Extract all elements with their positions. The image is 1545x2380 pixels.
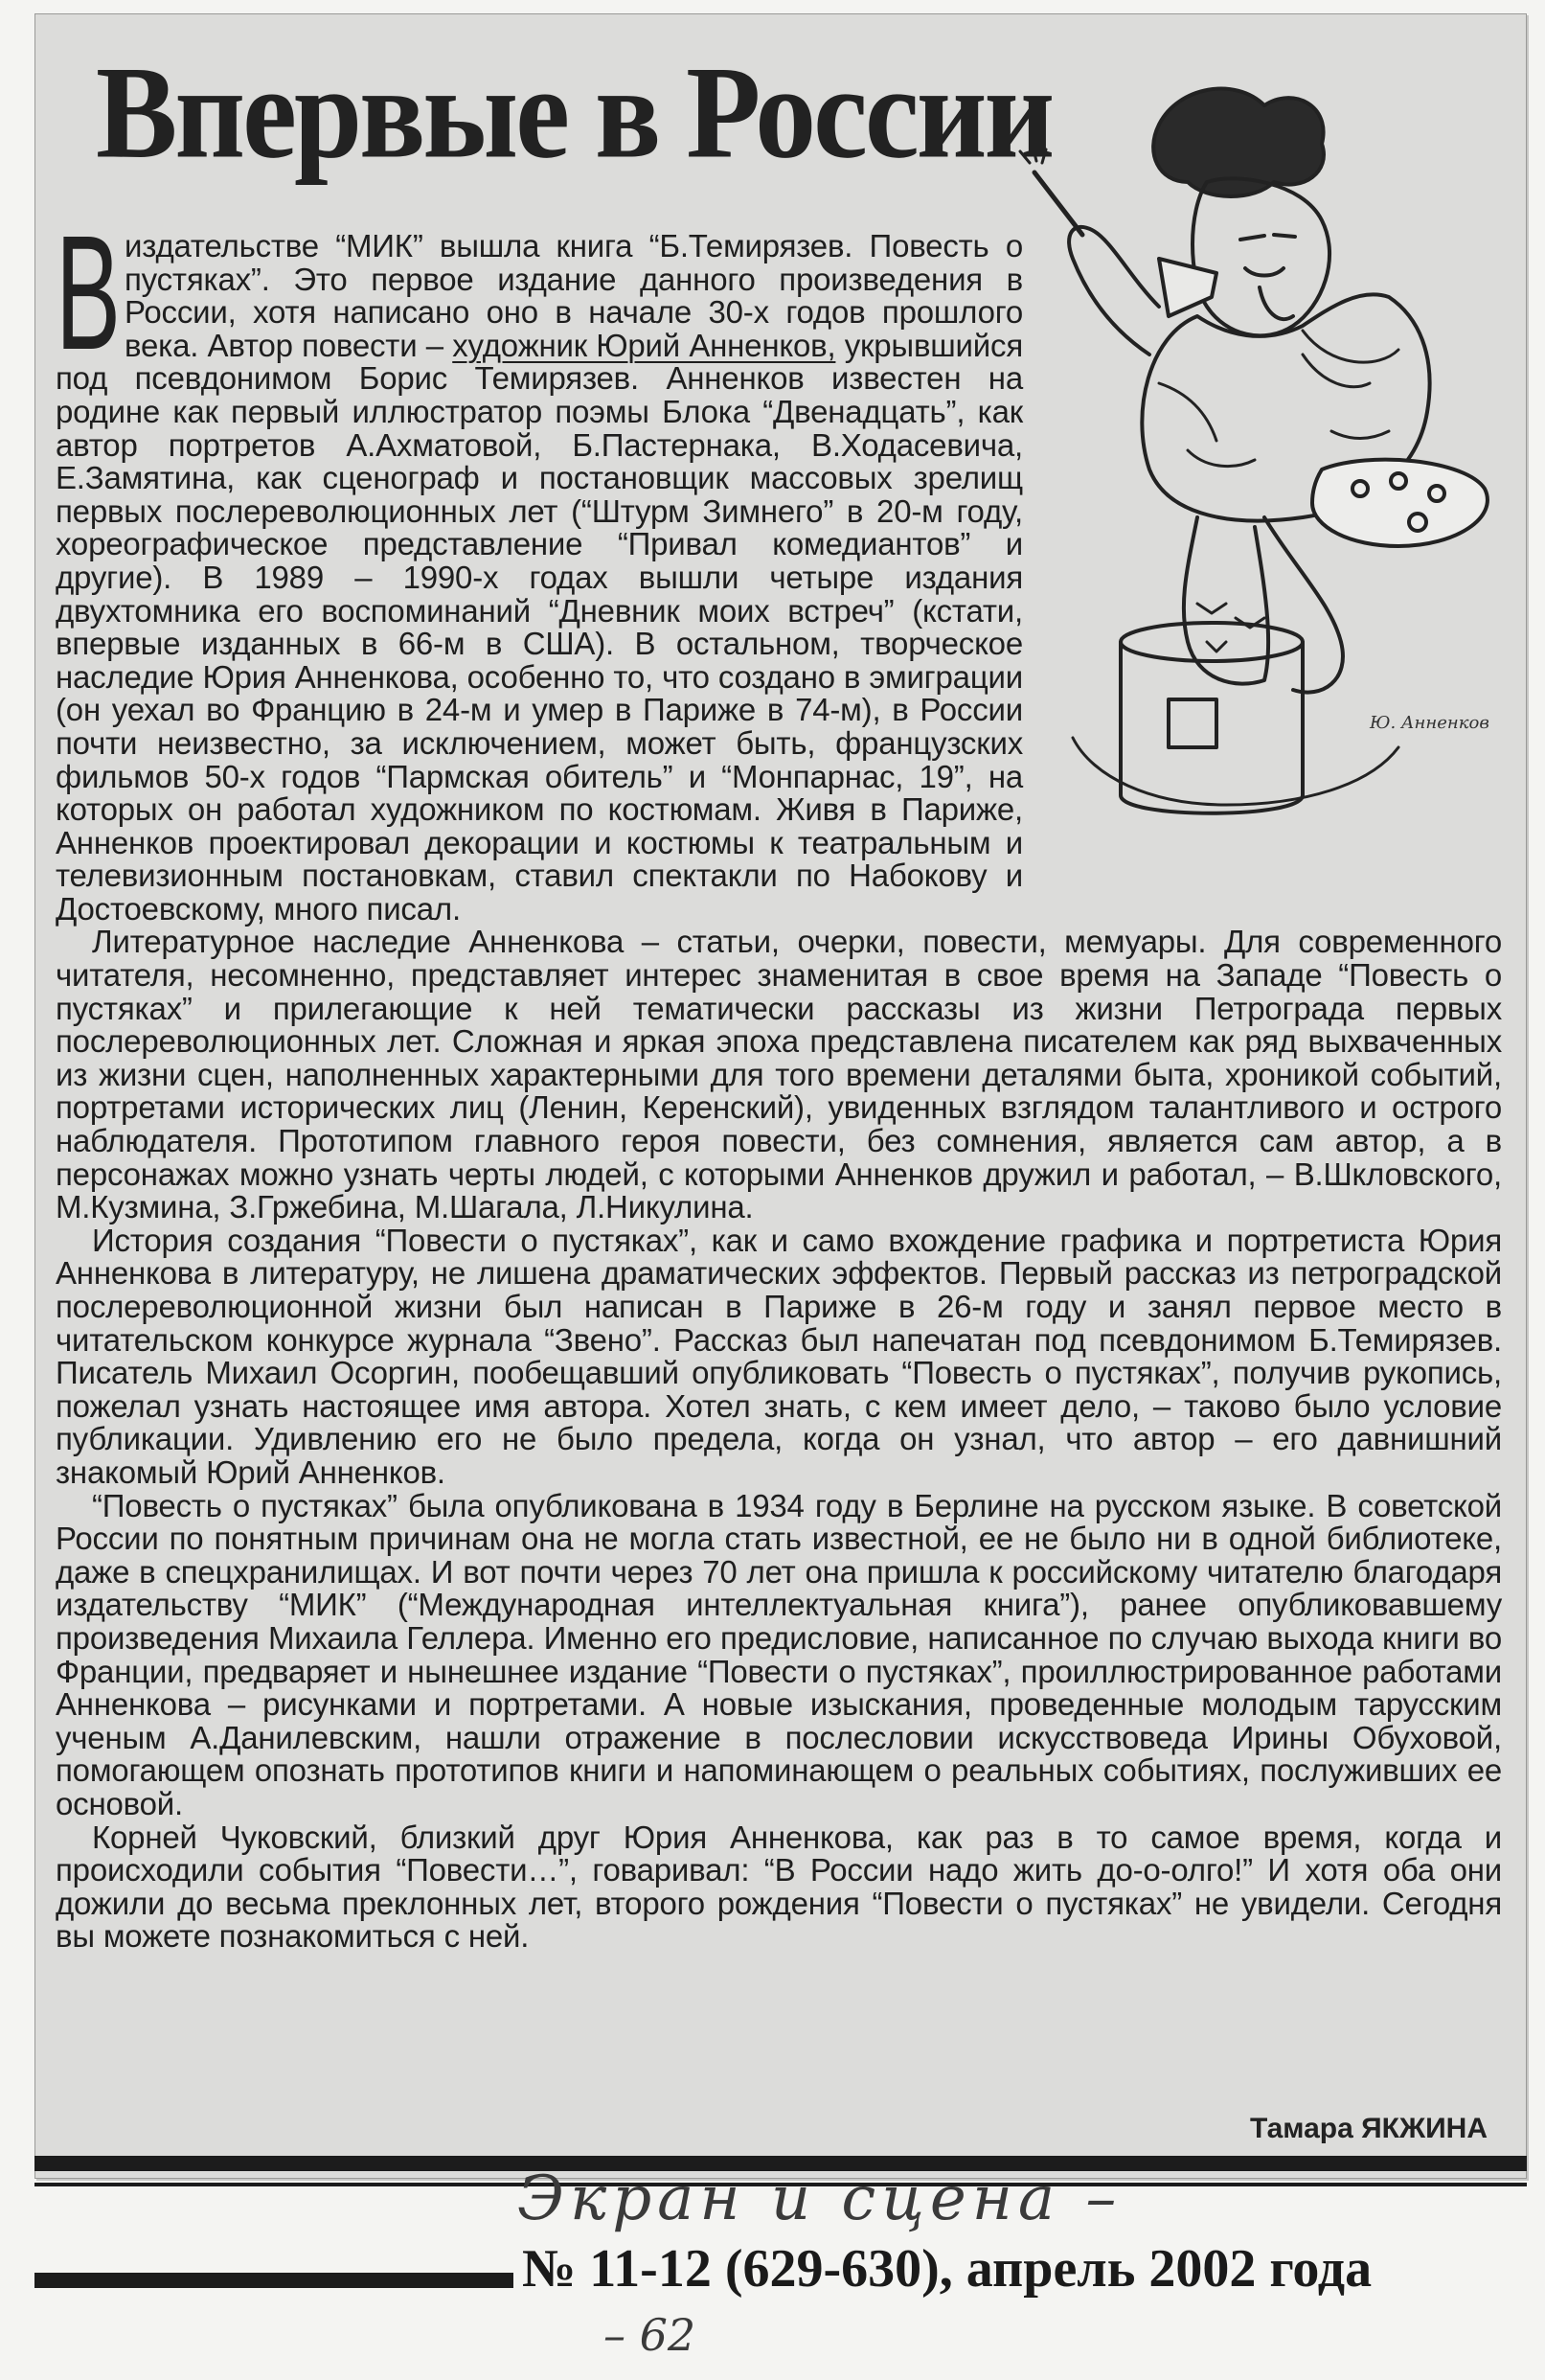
issue-bar (34, 2273, 513, 2288)
illustration-spacer (1023, 230, 1502, 887)
paragraph-2: Литературное наследие Анненкова – статьи, очерки, повести, мемуары. Для современного читателя, несомненно, представляет интерес знаменитая в свое время на Западе “Повесть о пустяках” и прилегающие к ней тематически рассказы из жизни Петрограда первых послереволюционных лет. Сложная и яркая эпоха представлена писателем как ряд выхваченных из жизни сцен, наполненных характерными для того времени деталями быта, хроникой событий, портретами исторических лиц (Ленин, Керенский), увиденных взглядом талантливого и острого наблюдателя. Прототипом главного героя повести, без сомнения, является сам автор, а в персонажах можно узнать черты людей, с которыми Анненков дружил и работал, – В.Шкловского, М.Кузмина, З.Гржебина, М.Шагала, Л.Никулина. (56, 924, 1502, 1225)
paragraph-1-text-a: издательстве “МИК” вышла книга “Б.Темирязев. Повесть о пустяках”. Это первое издание данного произведения в России, хотя написано оно в начале 30-х годов прошлого века. Автор повести – (125, 228, 1023, 363)
author-signature: Тамара ЯКЖИНА (1250, 2113, 1488, 2144)
handwritten-page-number: – 62 (603, 2309, 696, 2361)
underlined-phrase: художник Юрий Анненков, (452, 327, 836, 363)
issue-info: № 11-12 (629-630), апрель 2002 года (522, 2239, 1373, 2299)
drawing-signature: Ю. Анненков (1370, 713, 1489, 733)
paragraph-1-text-b: укрывшийся под псевдонимом Борис Темирязев. Анненков известен на родине как первый иллюстратор поэмы Блока “Двенадцать”, как автор портретов А.Ахматовой, Б.Пастернака, В.Ходасевича, Е.Замятина, как сценограф и постановщик массовых зрелищ первых послереволюционных лет (“Штурм Зимнего” в 20-м году, хореографическое представление “Привал комедиантов” и другие). В 1989 – 1990-х годах вышли четыре издания двухтомника его воспоминаний “Дневник моих встреч” (кстати, впервые изданных в 66-м в США). В остальном, творческое наследие Юрия Анненкова, особенно то, что создано в эмиграции (он уехал во Францию в 24-м и умер в Париже в 74-м), в России почти неизвестно, за исключением, может быть, французских фильмов 50-х годов “Пармская обитель” и “Монпарнас, 19”, на которых он работал художником по костюмам. Живя в Париже, Анненков проектировал декорации и костюмы к театральным и телевизионным постановкам, ставил спектакли по Набокову и Достоевскому, много писал. (56, 327, 1023, 927)
headline: Впервые в России (96, 38, 1053, 186)
handwritten-source-note: Экран и сцена – (517, 2163, 1123, 2234)
paragraph-3: История создания “Повести о пустяках”, как и само вхождение графика и портретиста Юрия Анненкова в литературу, не лишена драматических эффектов. Первый рассказ из петроградской послереволюционной жизни был написан в Париже в 26-м году и занял первое место в читательском конкурсе журнала “Звено”. Рассказ был напечатан под псевдонимом Б.Темирязев. Писатель Михаил Осоргин, пообещавший опубликовать “Повесть о пустяках”, получив рукопись, пожелал узнать настоящее имя автора. Хотел знать, с кем имеет дело, – таково было условие публикации. Удивлению его не было предела, когда он узнал, что автор – его давнишний знакомый Юрий Анненков. (56, 1222, 1502, 1490)
drop-cap: В (56, 202, 121, 384)
article-body (56, 202, 1502, 1955)
paragraph-5: Корней Чуковский, близкий друг Юрия Анненкова, как раз в то самое время, когда и происходили события “Повести…”, говаривал: “В России надо жить до-о-олго!” И хотя оба они дожили до весьма преклонных лет, второго рождения “Повести о пустяках” не увидели. Сегодня вы можете познакомиться с ней. (56, 1819, 1502, 1955)
paragraph-4: “Повесть о пустяках” была опубликована в 1934 году в Берлине на русском языке. В советской России по понятным причинам она не могла стать известной, ее не было ни в одной библиотеке, даже в спецхранилищах. И вот почти через 70 лет она пришла к российскому читателю благодаря издательству “МИК” (“Международная интеллектуальная книга”), ранее опубликовавшему произведения Михаила Геллера. Именно его предисловие, написанное по случаю выхода книги во Франции, предваряет и нынешнее издание “Повести о пустяках”, проиллюстрированное работами Анненкова – рисунками и портретами. А новые изыскания, проведенные молодым тарусским ученым А.Данилевским, нашли отражение в послесловии искусствоведа Ирины Обуховой, помогающем опознать прототипов книги и напоминающем о реальных событиях, послуживших ее основой. (56, 1487, 1502, 1821)
